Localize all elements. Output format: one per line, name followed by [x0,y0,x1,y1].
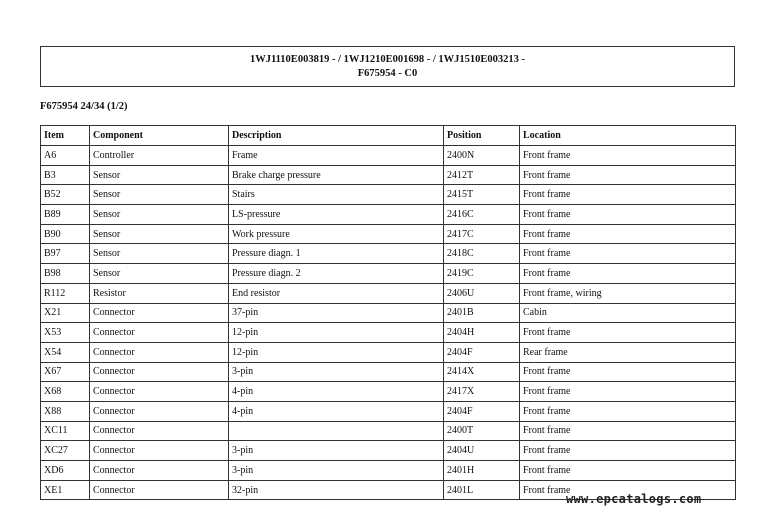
cell-position: 2401L [444,480,520,500]
cell-location: Front frame [520,382,736,402]
document-header [40,46,735,87]
table-row [41,264,736,284]
cell-position: 2401B [444,303,520,323]
cell-component: Connector [90,382,229,402]
table-row [41,382,736,402]
component-table [40,125,736,500]
cell-component: Connector [90,421,229,441]
cell-location: Cabin [520,303,736,323]
cell-location: Rear frame [520,342,736,362]
cell-location: Front frame [520,461,736,481]
table-row [41,205,736,225]
cell-description: Pressure diagn. 2 [229,264,444,284]
cell-item: XC27 [41,441,90,461]
cell-position: 2404F [444,401,520,421]
cell-component: Connector [90,401,229,421]
table-row [41,165,736,185]
cell-description: Brake charge pressure [229,165,444,185]
cell-description: Work pressure [229,224,444,244]
cell-item: A6 [41,146,90,166]
cell-location: Front frame [520,480,736,500]
cell-position: 2406U [444,283,520,303]
cell-component: Connector [90,461,229,481]
cell-item: X54 [41,342,90,362]
cell-item: B3 [41,165,90,185]
cell-component: Connector [90,480,229,500]
cell-component: Sensor [90,185,229,205]
cell-location: Front frame [520,165,736,185]
cell-component: Connector [90,441,229,461]
column-header-description: Description [229,126,444,146]
cell-item: X67 [41,362,90,382]
cell-position: 2418C [444,244,520,264]
cell-item: B90 [41,224,90,244]
cell-component: Sensor [90,224,229,244]
cell-location: Front frame, wiring [520,283,736,303]
table-row [41,185,736,205]
cell-position: 2417C [444,224,520,244]
cell-description: 3-pin [229,441,444,461]
table-row [41,421,736,441]
cell-component: Sensor [90,264,229,284]
cell-location: Front frame [520,323,736,343]
cell-item: B52 [41,185,90,205]
watermark: www.epcatalogs.com [566,492,702,506]
cell-position: 2400T [444,421,520,441]
cell-item: X53 [41,323,90,343]
cell-item: X68 [41,382,90,402]
cell-description [229,421,444,441]
table-row [41,146,736,166]
cell-item: B97 [41,244,90,264]
cell-component: Connector [90,323,229,343]
cell-location: Front frame [520,421,736,441]
cell-description: 4-pin [229,382,444,402]
cell-description: 4-pin [229,401,444,421]
cell-description: 32-pin [229,480,444,500]
cell-description: LS-pressure [229,205,444,225]
column-header-component: Component [90,126,229,146]
cell-location: Front frame [520,441,736,461]
cell-description: 3-pin [229,362,444,382]
table-row [41,283,736,303]
table-header-row [41,126,736,146]
cell-component: Sensor [90,205,229,225]
column-header-item: Item [41,126,90,146]
cell-location: Front frame [520,244,736,264]
cell-position: 2414X [444,362,520,382]
cell-location: Front frame [520,146,736,166]
column-header-position: Position [444,126,520,146]
cell-position: 2417X [444,382,520,402]
cell-description: Pressure diagn. 1 [229,244,444,264]
cell-location: Front frame [520,362,736,382]
serial-range: 1WJ1110E003819 - / 1WJ1210E001698 - / 1WJ1510E003213 - [249,54,526,65]
cell-position: 2400N [444,146,520,166]
column-header-location: Location [520,126,736,146]
cell-component: Sensor [90,244,229,264]
cell-component: Resistor [90,283,229,303]
cell-description: 3-pin [229,461,444,481]
table-row [41,342,736,362]
cell-description: 12-pin [229,323,444,343]
cell-description: Frame [229,146,444,166]
cell-item: XE1 [41,480,90,500]
cell-item: B89 [41,205,90,225]
cell-component: Sensor [90,165,229,185]
table-row [41,461,736,481]
cell-position: 2401H [444,461,520,481]
cell-position: 2416C [444,205,520,225]
cell-location: Front frame [520,185,736,205]
page-reference: F675954 24/34 (1/2) [40,101,128,112]
cell-item: XC11 [41,421,90,441]
cell-position: 2415T [444,185,520,205]
table-row [41,323,736,343]
cell-item: X88 [41,401,90,421]
cell-location: Front frame [520,224,736,244]
cell-description: 12-pin [229,342,444,362]
cell-position: 2412T [444,165,520,185]
cell-component: Controller [90,146,229,166]
cell-location: Front frame [520,264,736,284]
cell-component: Connector [90,342,229,362]
cell-position: 2404U [444,441,520,461]
cell-description: Stairs [229,185,444,205]
cell-component: Connector [90,303,229,323]
cell-item: R112 [41,283,90,303]
table-row [41,224,736,244]
cell-item: XD6 [41,461,90,481]
table-row [41,441,736,461]
cell-position: 2404H [444,323,520,343]
cell-position: 2404F [444,342,520,362]
cell-component: Connector [90,362,229,382]
cell-item: B98 [41,264,90,284]
table-row [41,362,736,382]
cell-location: Front frame [520,401,736,421]
cell-location: Front frame [520,205,736,225]
table-row [41,401,736,421]
cell-item: X21 [41,303,90,323]
cell-description: End resistor [229,283,444,303]
drawing-number: F675954 - C0 [357,68,418,79]
table-row [41,303,736,323]
table-row [41,244,736,264]
cell-description: 37-pin [229,303,444,323]
cell-position: 2419C [444,264,520,284]
